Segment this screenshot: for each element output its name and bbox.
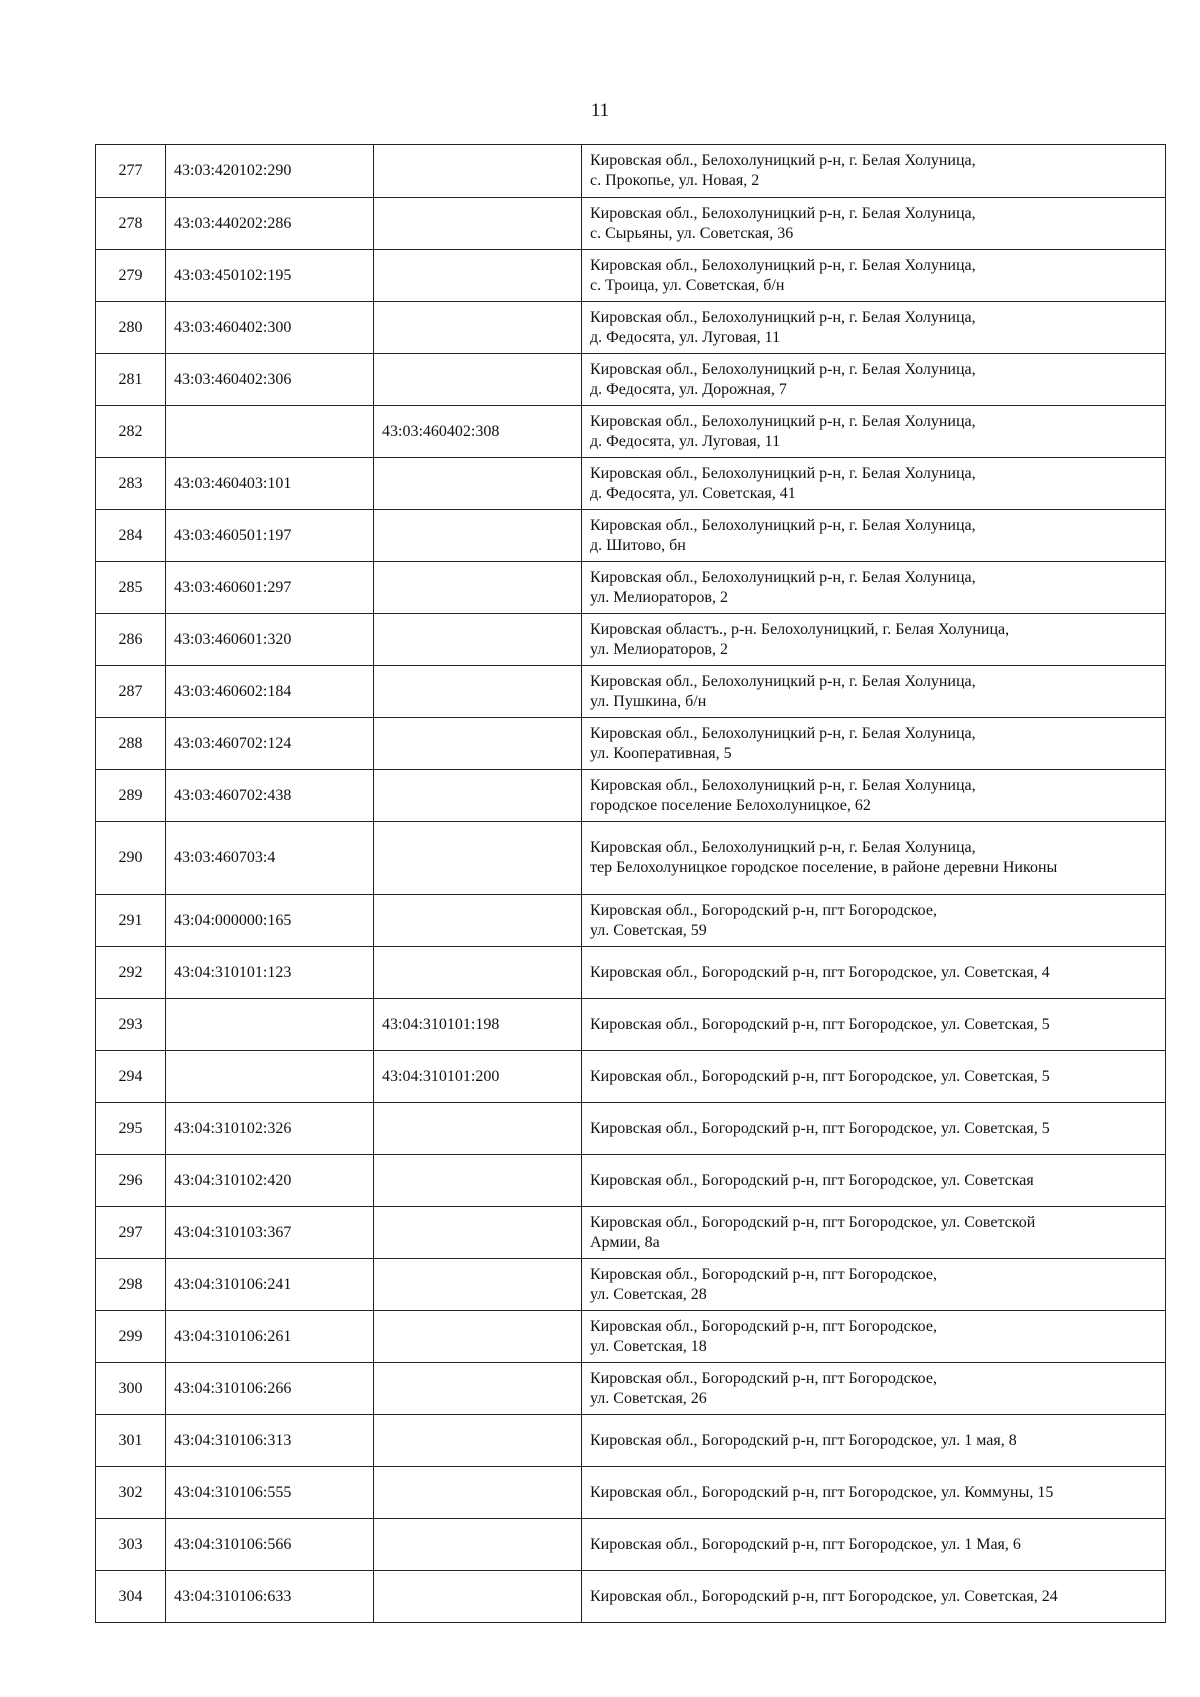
address-cell: Кировская обл., Богородский р-н, пгт Богородское, ул. Советская, 5	[582, 999, 1166, 1051]
address-cell: Кировская обл., Белохолуницкий р-н, г. Белая Холуница, с. Троица, ул. Советская, б/н	[582, 250, 1166, 302]
table-row	[96, 770, 1166, 822]
table-row	[96, 1051, 1166, 1103]
row-number-cell: 277	[96, 145, 166, 198]
cadastral-number-cell: 43:04:310106:313	[166, 1415, 374, 1467]
table-row	[96, 1415, 1166, 1467]
address-cell: Кировская обл., Белохолуницкий р-н, г. Белая Холуница, д. Шитово, бн	[582, 510, 1166, 562]
cadastral-number-alt-cell	[374, 302, 582, 354]
cadastral-number-alt-cell	[374, 1571, 582, 1623]
cadastral-number-cell: 43:04:310106:266	[166, 1363, 374, 1415]
cadastral-number-cell: 43:03:460402:306	[166, 354, 374, 406]
cadastral-number-alt-cell	[374, 666, 582, 718]
address-cell: Кировская обл., Белохолуницкий р-н, г. Белая Холуница, с. Прокопье, ул. Новая, 2	[582, 145, 1166, 198]
cadastral-number-alt-cell	[374, 1415, 582, 1467]
cadastral-number-cell: 43:04:310106:261	[166, 1311, 374, 1363]
table-row	[96, 614, 1166, 666]
table-row	[96, 250, 1166, 302]
cadastral-number-cell: 43:04:310106:555	[166, 1467, 374, 1519]
cadastral-number-alt-cell	[374, 458, 582, 510]
address-cell: Кировская обл., Богородский р-н, пгт Богородское, ул. Коммуны, 15	[582, 1467, 1166, 1519]
table-row	[96, 458, 1166, 510]
cadastral-number-cell: 43:03:460602:184	[166, 666, 374, 718]
cadastral-number-alt-cell: 43:04:310101:198	[374, 999, 582, 1051]
address-cell: Кировская обл., Богородский р-н, пгт Богородское, ул. 1 мая, 8	[582, 1415, 1166, 1467]
row-number-cell: 299	[96, 1311, 166, 1363]
row-number-cell: 298	[96, 1259, 166, 1311]
cadastral-number-cell: 43:04:310106:566	[166, 1519, 374, 1571]
cadastral-number-cell: 43:04:310106:241	[166, 1259, 374, 1311]
cadastral-number-cell: 43:04:310101:123	[166, 947, 374, 999]
address-cell: Кировская обл., Богородский р-н, пгт Богородское, ул. Советская, 5	[582, 1103, 1166, 1155]
table-row	[96, 354, 1166, 406]
cadastral-number-alt-cell	[374, 198, 582, 250]
address-cell: Кировская обл., Богородский р-н, пгт Богородское, ул. Советская, 28	[582, 1259, 1166, 1311]
cadastral-number-cell: 43:03:450102:195	[166, 250, 374, 302]
row-number-cell: 286	[96, 614, 166, 666]
address-cell: Кировская обл., Белохолуницкий р-н, г. Белая Холуница, городское поселение Белохолуницкое, 62	[582, 770, 1166, 822]
row-number-cell: 295	[96, 1103, 166, 1155]
row-number-cell: 279	[96, 250, 166, 302]
table-row	[96, 947, 1166, 999]
address-cell: Кировская обл., Белохолуницкий р-н, г. Белая Холуница, д. Федосята, ул. Дорожная, 7	[582, 354, 1166, 406]
cadastral-number-alt-cell	[374, 1363, 582, 1415]
address-cell: Кировская обл., Богородский р-н, пгт Богородское, ул. Советской Армии, 8а	[582, 1207, 1166, 1259]
address-cell: Кировская обл., Богородский р-н, пгт Богородское, ул. Советская, 5	[582, 1051, 1166, 1103]
cadastral-number-alt-cell	[374, 562, 582, 614]
cadastral-number-cell: 43:03:460601:320	[166, 614, 374, 666]
address-cell: Кировская областъ., р-н. Белохолуницкий, г. Белая Холуница, ул. Мелиораторов, 2	[582, 614, 1166, 666]
cadastral-number-cell: 43:03:460703:4	[166, 822, 374, 895]
cadastral-number-alt-cell	[374, 1103, 582, 1155]
cadastral-number-cell	[166, 1051, 374, 1103]
table-row	[96, 1207, 1166, 1259]
cadastral-number-cell: 43:04:310102:326	[166, 1103, 374, 1155]
table-row	[96, 1519, 1166, 1571]
address-cell: Кировская обл., Белохолуницкий р-н, г. Белая Холуница, с. Сырьяны, ул. Советская, 36	[582, 198, 1166, 250]
cadastral-number-alt-cell	[374, 1467, 582, 1519]
table-row	[96, 718, 1166, 770]
address-cell: Кировская обл., Белохолуницкий р-н, г. Белая Холуница, ул. Кооперативная, 5	[582, 718, 1166, 770]
cadastral-number-alt-cell	[374, 1259, 582, 1311]
row-number-cell: 281	[96, 354, 166, 406]
page-number: 11	[590, 100, 610, 121]
row-number-cell: 302	[96, 1467, 166, 1519]
cadastral-number-alt-cell	[374, 510, 582, 562]
cadastral-number-alt-cell	[374, 770, 582, 822]
address-cell: Кировская обл., Белохолуницкий р-н, г. Белая Холуница, д. Федосята, ул. Луговая, 11	[582, 302, 1166, 354]
cadastral-number-alt-cell	[374, 1155, 582, 1207]
table-row	[96, 302, 1166, 354]
cadastral-number-alt-cell	[374, 614, 582, 666]
table-row	[96, 666, 1166, 718]
address-cell: Кировская обл., Богородский р-н, пгт Богородское, ул. Советская, 26	[582, 1363, 1166, 1415]
cadastral-number-cell	[166, 406, 374, 458]
cadastral-number-cell: 43:03:460601:297	[166, 562, 374, 614]
cadastral-number-cell: 43:03:460501:197	[166, 510, 374, 562]
row-number-cell: 282	[96, 406, 166, 458]
cadastral-number-cell: 43:04:310103:367	[166, 1207, 374, 1259]
table-row	[96, 198, 1166, 250]
table-row	[96, 562, 1166, 614]
cadastral-number-alt-cell	[374, 1519, 582, 1571]
registry-table-body	[96, 145, 1166, 1623]
row-number-cell: 301	[96, 1415, 166, 1467]
cadastral-number-alt-cell	[374, 250, 582, 302]
row-number-cell: 289	[96, 770, 166, 822]
cadastral-number-cell: 43:03:460702:124	[166, 718, 374, 770]
cadastral-number-alt-cell	[374, 1311, 582, 1363]
table-row	[96, 1363, 1166, 1415]
cadastral-number-alt-cell	[374, 947, 582, 999]
cadastral-number-alt-cell	[374, 1207, 582, 1259]
cadastral-number-alt-cell: 43:04:310101:200	[374, 1051, 582, 1103]
row-number-cell: 292	[96, 947, 166, 999]
cadastral-number-cell: 43:03:420102:290	[166, 145, 374, 198]
row-number-cell: 294	[96, 1051, 166, 1103]
row-number-cell: 293	[96, 999, 166, 1051]
row-number-cell: 278	[96, 198, 166, 250]
address-cell: Кировская обл., Белохолуницкий р-н, г. Белая Холуница, д. Федосята, ул. Советская, 41	[582, 458, 1166, 510]
cadastral-number-cell: 43:03:440202:286	[166, 198, 374, 250]
table-row	[96, 1259, 1166, 1311]
row-number-cell: 284	[96, 510, 166, 562]
table-row	[96, 1571, 1166, 1623]
table-row	[96, 510, 1166, 562]
table-row	[96, 1467, 1166, 1519]
address-cell: Кировская обл., Богородский р-н, пгт Богородское, ул. Советская, 18	[582, 1311, 1166, 1363]
row-number-cell: 287	[96, 666, 166, 718]
cadastral-number-cell: 43:04:310102:420	[166, 1155, 374, 1207]
table-row	[96, 895, 1166, 947]
address-cell: Кировская обл., Богородский р-н, пгт Богородское, ул. Советская, 24	[582, 1571, 1166, 1623]
row-number-cell: 304	[96, 1571, 166, 1623]
address-cell: Кировская обл., Белохолуницкий р-н, г. Белая Холуница, д. Федосята, ул. Луговая, 11	[582, 406, 1166, 458]
registry-table	[95, 144, 1166, 1623]
row-number-cell: 291	[96, 895, 166, 947]
cadastral-number-alt-cell	[374, 718, 582, 770]
row-number-cell: 297	[96, 1207, 166, 1259]
row-number-cell: 303	[96, 1519, 166, 1571]
address-cell: Кировская обл., Белохолуницкий р-н, г. Белая Холуница, тер Белохолуницкое городское поселение, в районе деревни Никоны	[582, 822, 1166, 895]
cadastral-number-alt-cell	[374, 895, 582, 947]
address-cell: Кировская обл., Богородский р-н, пгт Богородское, ул. Советская	[582, 1155, 1166, 1207]
table-row	[96, 1155, 1166, 1207]
row-number-cell: 280	[96, 302, 166, 354]
address-cell: Кировская обл., Богородский р-н, пгт Богородское, ул. Советская, 59	[582, 895, 1166, 947]
table-row	[96, 822, 1166, 895]
cadastral-number-alt-cell	[374, 354, 582, 406]
row-number-cell: 296	[96, 1155, 166, 1207]
cadastral-number-alt-cell	[374, 822, 582, 895]
address-cell: Кировская обл., Богородский р-н, пгт Богородское, ул. 1 Мая, 6	[582, 1519, 1166, 1571]
cadastral-number-cell: 43:03:460403:101	[166, 458, 374, 510]
cadastral-number-cell: 43:04:000000:165	[166, 895, 374, 947]
row-number-cell: 290	[96, 822, 166, 895]
row-number-cell: 285	[96, 562, 166, 614]
table-row	[96, 145, 1166, 198]
table-row	[96, 406, 1166, 458]
cadastral-number-cell: 43:03:460702:438	[166, 770, 374, 822]
cadastral-number-alt-cell: 43:03:460402:308	[374, 406, 582, 458]
address-cell: Кировская обл., Белохолуницкий р-н, г. Белая Холуница, ул. Пушкина, б/н	[582, 666, 1166, 718]
address-cell: Кировская обл., Богородский р-н, пгт Богородское, ул. Советская, 4	[582, 947, 1166, 999]
address-cell: Кировская обл., Белохолуницкий р-н, г. Белая Холуница, ул. Мелиораторов, 2	[582, 562, 1166, 614]
row-number-cell: 288	[96, 718, 166, 770]
cadastral-number-cell	[166, 999, 374, 1051]
table-row	[96, 999, 1166, 1051]
row-number-cell: 283	[96, 458, 166, 510]
row-number-cell: 300	[96, 1363, 166, 1415]
table-row	[96, 1103, 1166, 1155]
cadastral-number-alt-cell	[374, 145, 582, 198]
cadastral-number-cell: 43:03:460402:300	[166, 302, 374, 354]
cadastral-number-cell: 43:04:310106:633	[166, 1571, 374, 1623]
table-row	[96, 1311, 1166, 1363]
